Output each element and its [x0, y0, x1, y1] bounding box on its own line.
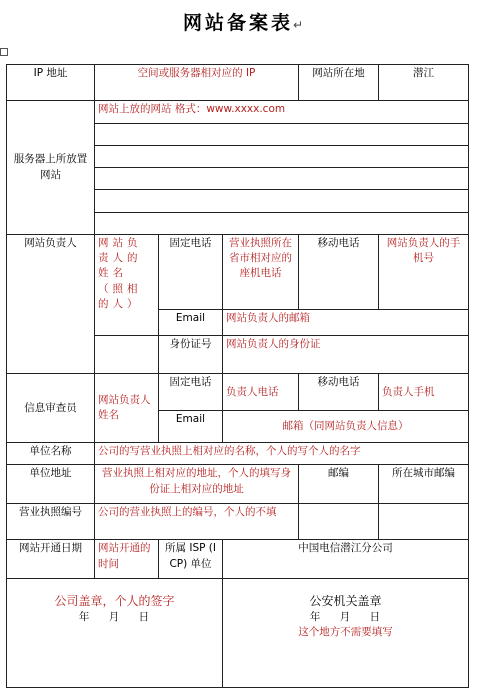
reviewer-label: 信息审查员: [7, 374, 95, 443]
police-seal-note: 这个地方不需要填写: [298, 626, 393, 639]
reviewer-email-label: Email: [159, 410, 223, 442]
police-seal-cell: [223, 578, 469, 687]
owner-tel-value[interactable]: 营业执照所在省市相对应的座机电话: [223, 234, 299, 309]
owner-id-value[interactable]: 网站负责人的身份证: [223, 336, 469, 374]
applicant-signature-cell[interactable]: [7, 578, 223, 687]
license-value[interactable]: 公司的营业执照上的编号，个人的不填: [95, 503, 299, 539]
applicant-signature-text: 公司盖章，个人的签字: [54, 593, 175, 608]
location-value[interactable]: 潜江: [379, 65, 469, 101]
license-label: 营业执照编号: [7, 503, 95, 539]
owner-name-value[interactable]: 网站负责人的姓名（照相的人）: [95, 234, 159, 335]
reviewer-mobile-value[interactable]: 负责人手机: [379, 374, 469, 410]
record-form-table: [6, 64, 469, 688]
isp-value[interactable]: 中国电信潜江分公司: [223, 540, 469, 578]
owner-label: 网站负责人: [7, 234, 95, 374]
city-zip-label: 所在城市邮编: [379, 465, 469, 503]
server-site-line-3[interactable]: [95, 145, 469, 167]
police-seal-title: 公安机关盖章: [309, 593, 382, 608]
ip-value[interactable]: 空间或服务器相对应的 IP: [95, 65, 299, 101]
open-date-label: 网站开通日期: [7, 540, 95, 578]
table-anchor-icon: [0, 48, 8, 56]
reviewer-mobile-label: 移动电话: [299, 374, 379, 410]
city-zip-value[interactable]: [379, 503, 469, 539]
police-seal-date: 年 月 日: [309, 611, 382, 624]
ip-label: IP 地址: [7, 65, 95, 101]
owner-email-value[interactable]: 网站负责人的邮箱: [223, 309, 469, 335]
org-name-value[interactable]: 公司的写营业执照上相对应的名称，个人的写个人的名字: [95, 443, 469, 465]
owner-tel-label: 固定电话: [159, 234, 223, 309]
reviewer-tel-value[interactable]: 负责人电话: [223, 374, 299, 410]
zip-value[interactable]: [299, 503, 379, 539]
owner-mobile-label: 移动电话: [299, 234, 379, 309]
server-site-line-1[interactable]: 网站上放的网站 格式：www.xxxx.com: [95, 101, 469, 123]
open-date-value[interactable]: 网站开通的时间: [95, 540, 159, 578]
org-address-value[interactable]: 营业执照上相对应的地址，个人的填写身份证上相对应的地址: [95, 465, 299, 503]
reviewer-tel-label: 固定电话: [159, 374, 223, 410]
owner-id-label: 身份证号: [159, 336, 223, 374]
zip-label: 邮编: [299, 465, 379, 503]
applicant-signature-date: 年 月 日: [78, 611, 151, 624]
owner-mobile-value[interactable]: 网站负责人的手机号: [379, 234, 469, 309]
owner-email-label: Email: [159, 309, 223, 335]
isp-label: 所属 ISP (ICP) 单位: [159, 540, 223, 578]
server-site-line-2[interactable]: [95, 123, 469, 145]
owner-empty-cell: [95, 336, 159, 374]
server-site-line-6[interactable]: [95, 212, 469, 234]
location-label: 网站所在地: [299, 65, 379, 101]
reviewer-name-value[interactable]: 网站负责人姓名: [95, 374, 159, 443]
server-sites-label: 服务器上所放置网站: [7, 101, 95, 235]
server-site-line-4[interactable]: [95, 168, 469, 190]
page-title: 网站备案表↵: [182, 12, 307, 34]
org-name-label: 单位名称: [7, 443, 95, 465]
reviewer-email-value[interactable]: 邮箱（同网站负责人信息）: [223, 410, 469, 442]
server-site-line-5[interactable]: [95, 190, 469, 212]
org-address-label: 单位地址: [7, 465, 95, 503]
